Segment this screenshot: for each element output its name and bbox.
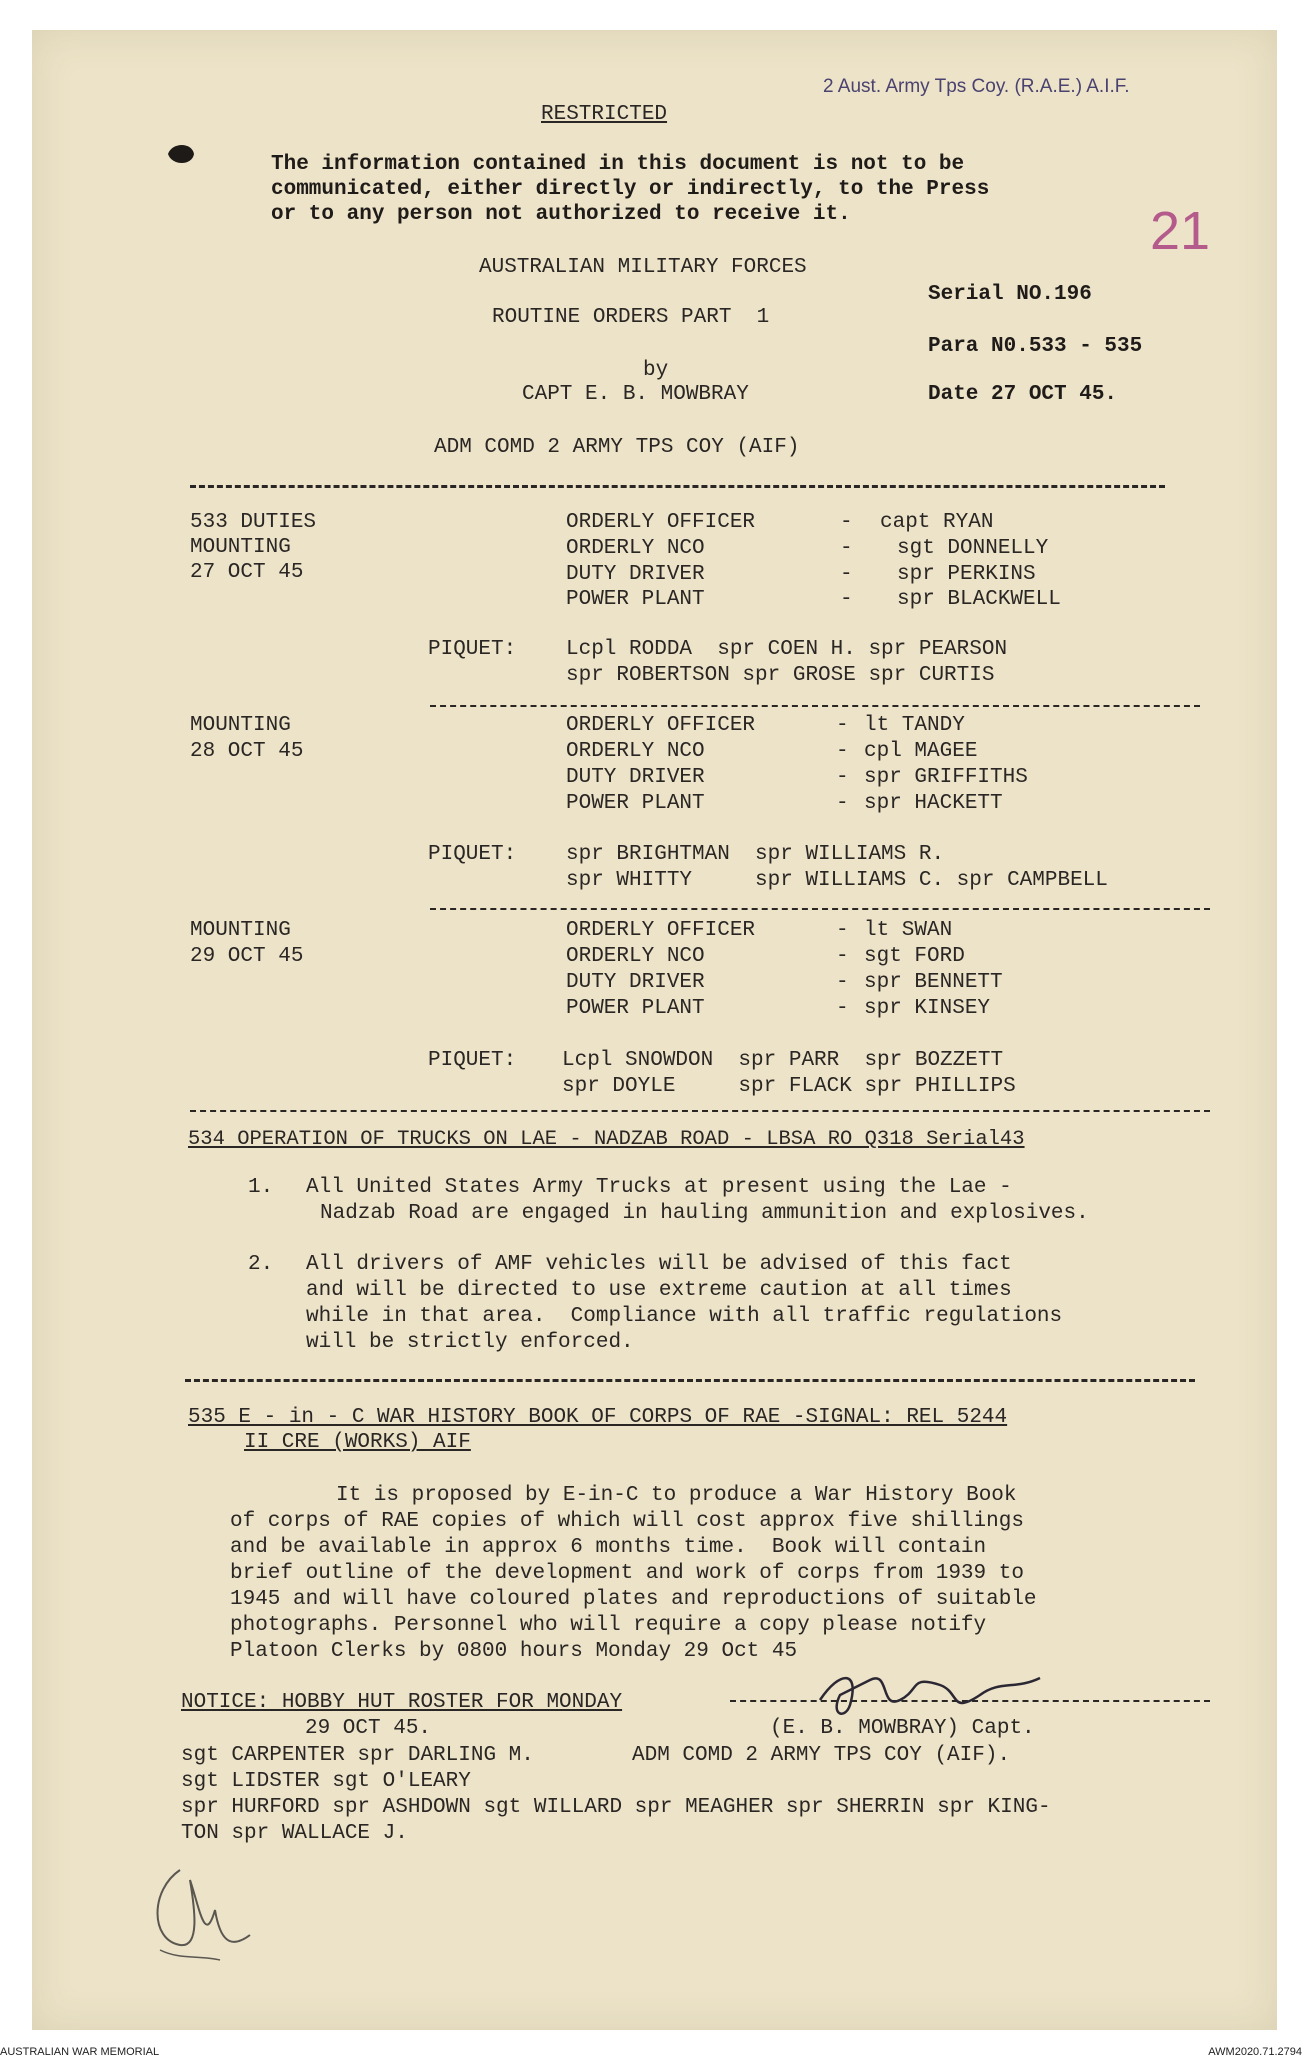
orders-title: ROUTINE ORDERS PART 1 bbox=[492, 306, 770, 329]
duty-name: cpl MAGEE bbox=[864, 740, 978, 763]
duty-role: DUTY DRIVER bbox=[566, 971, 705, 994]
para-535-text: 1945 and will have coloured plates and reproductions of suitable bbox=[230, 1588, 1037, 1611]
divider bbox=[430, 908, 1210, 910]
para-535-heading: 535 E - in - C WAR HISTORY BOOK OF CORPS OF RAE -SIGNAL: REL 5244 bbox=[188, 1406, 1008, 1429]
signature-block: (E. B. MOWBRAY) Capt. bbox=[770, 1717, 1035, 1740]
duty-name: sgt DONNELLY bbox=[897, 537, 1049, 560]
divider bbox=[190, 1110, 1210, 1112]
duty-role: POWER PLANT bbox=[566, 792, 705, 815]
divider bbox=[190, 485, 1165, 488]
divider bbox=[430, 705, 1200, 707]
piquet-line: spr WHITTY spr WILLIAMS C. spr CAMPBELL bbox=[566, 869, 1108, 892]
org-title: AUSTRALIAN MILITARY FORCES bbox=[479, 256, 807, 279]
duty-role: POWER PLANT bbox=[566, 588, 705, 611]
notice-line-1: The information contained in this document is not to be bbox=[271, 153, 965, 176]
piquet-label: PIQUET: bbox=[428, 1049, 517, 1072]
duty-role: ORDERLY NCO bbox=[566, 945, 705, 968]
mounting-label: MOUNTING bbox=[190, 714, 291, 737]
footer-left: AUSTRALIAN WAR MEMORIAL bbox=[0, 2046, 160, 2058]
duty-role: ORDERLY OFFICER bbox=[566, 714, 756, 737]
mounting-label: MOUNTING bbox=[190, 919, 291, 942]
para-535-heading: II CRE (WORKS) AIF bbox=[244, 1431, 471, 1454]
initials-mark bbox=[140, 1850, 270, 1970]
restricted-label: RESTRICTED bbox=[541, 103, 668, 126]
para-535-text: It is proposed by E-in-C to produce a War History Book bbox=[336, 1484, 1017, 1507]
para-534-text: and will be directed to use extreme caution at all times bbox=[306, 1279, 1012, 1302]
item-number: 2. bbox=[248, 1253, 274, 1276]
duty-name: spr HACKETT bbox=[864, 792, 1003, 815]
unit-stamp: 2 Aust. Army Tps Coy. (R.A.E.) A.I.F. bbox=[823, 76, 1130, 97]
para-534-text: will be strictly enforced. bbox=[306, 1331, 634, 1354]
notice-title: NOTICE: HOBBY HUT ROSTER FOR MONDAY bbox=[181, 1691, 623, 1714]
roster-line: sgt CARPENTER spr DARLING M. bbox=[181, 1744, 534, 1767]
para-535-text: brief outline of the development and work of corps from 1939 to bbox=[230, 1562, 1024, 1585]
roster-line: TON spr WALLACE J. bbox=[181, 1822, 408, 1845]
mounting-label: MOUNTING bbox=[190, 536, 291, 559]
piquet-label: PIQUET: bbox=[428, 843, 517, 866]
duty-name: spr BENNETT bbox=[864, 971, 1003, 994]
para-535-text: of corps of RAE copies of which will cost approx five shillings bbox=[230, 1510, 1024, 1533]
unit-name: ADM COMD 2 ARMY TPS COY (AIF) bbox=[434, 436, 800, 459]
piquet-line: Lcpl RODDA spr COEN H. spr PEARSON bbox=[566, 638, 1008, 661]
duty-role: ORDERLY OFFICER bbox=[566, 919, 756, 942]
by-label: by bbox=[643, 359, 669, 382]
footer-right: AWM2020.71.2794 bbox=[1208, 2046, 1302, 2058]
para-535-text: photographs. Personnel who will require a copy please notify bbox=[230, 1614, 987, 1637]
para-535-text: and be available in approx 6 months time. Book will contain bbox=[230, 1536, 987, 1559]
piquet-line: spr ROBERTSON spr GROSE spr CURTIS bbox=[566, 664, 995, 687]
roster-line: sgt LIDSTER sgt O'LEARY bbox=[181, 1770, 471, 1793]
para-534-text: Nadzab Road are engaged in hauling ammunition and explosives. bbox=[320, 1202, 1089, 1225]
notice-line-3: or to any person not authorized to receive it. bbox=[271, 203, 851, 226]
officer-name: CAPT E. B. MOWBRAY bbox=[522, 383, 749, 406]
duty-name: spr GRIFFITHS bbox=[864, 766, 1028, 789]
mounting-date: 29 OCT 45 bbox=[190, 945, 304, 968]
item-number: 1. bbox=[248, 1176, 274, 1199]
mounting-date: 27 OCT 45 bbox=[190, 561, 304, 584]
para-534-text: All drivers of AMF vehicles will be advised of this fact bbox=[306, 1253, 1012, 1276]
signature-unit: ADM COMD 2 ARMY TPS COY (AIF). bbox=[632, 1744, 1011, 1767]
signature-mark bbox=[800, 1660, 1060, 1740]
piquet-line: Lcpl SNOWDON spr PARR spr BOZZETT bbox=[562, 1049, 1004, 1072]
serial-number: Serial NO.196 bbox=[928, 283, 1092, 306]
divider bbox=[185, 1379, 1195, 1382]
duty-name: capt RYAN bbox=[880, 511, 994, 534]
piquet-label: PIQUET: bbox=[428, 638, 517, 661]
duty-name: spr PERKINS bbox=[897, 563, 1036, 586]
duty-name: spr BLACKWELL bbox=[897, 588, 1061, 611]
duties-para-label: 533 DUTIES bbox=[190, 511, 317, 534]
duty-role: ORDERLY NCO bbox=[566, 740, 705, 763]
mounting-date: 28 OCT 45 bbox=[190, 740, 304, 763]
duty-role: DUTY DRIVER bbox=[566, 563, 705, 586]
para-534-text: while in that area. Compliance with all traffic regulations bbox=[306, 1305, 1063, 1328]
duty-name: sgt FORD bbox=[864, 945, 965, 968]
roster-line: spr HURFORD spr ASHDOWN sgt WILLARD spr MEAGHER spr SHERRIN spr KING- bbox=[181, 1796, 1051, 1819]
piquet-line: spr DOYLE spr FLACK spr PHILLIPS bbox=[562, 1075, 1016, 1098]
para-534-heading: 534 OPERATION OF TRUCKS ON LAE - NADZAB ROAD - LBSA RO Q318 Serial43 bbox=[188, 1128, 1025, 1151]
duty-name: lt TANDY bbox=[864, 714, 965, 737]
para-535-text: Platoon Clerks by 0800 hours Monday 29 Oct 45 bbox=[230, 1640, 798, 1663]
notice-date: 29 OCT 45. bbox=[305, 1717, 432, 1740]
duty-role: ORDERLY OFFICER bbox=[566, 511, 756, 534]
para-534-text: All United States Army Trucks at present using the Lae - bbox=[306, 1176, 1012, 1199]
duty-name: lt SWAN bbox=[864, 919, 953, 942]
para-numbers: Para N0.533 - 535 bbox=[928, 335, 1143, 358]
folio-number: 21 bbox=[1150, 201, 1211, 261]
order-date: Date 27 OCT 45. bbox=[928, 383, 1118, 406]
duty-role: POWER PLANT bbox=[566, 997, 705, 1020]
duty-name: spr KINSEY bbox=[864, 997, 991, 1020]
notice-line-2: communicated, either directly or indirectly, to the Press bbox=[271, 178, 990, 201]
duty-role: ORDERLY NCO bbox=[566, 537, 705, 560]
punch-hole-mark bbox=[164, 140, 204, 170]
duty-role: DUTY DRIVER bbox=[566, 766, 705, 789]
piquet-line: spr BRIGHTMAN spr WILLIAMS R. bbox=[566, 843, 945, 866]
